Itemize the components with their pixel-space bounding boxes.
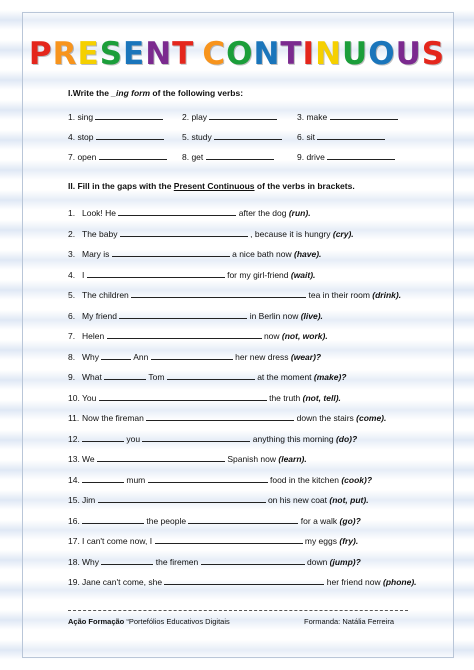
question-text: What (82, 372, 105, 382)
verb-hint: (come). (356, 413, 387, 423)
question-11 (68, 412, 386, 423)
question-number: 9. (68, 372, 76, 382)
question-text: Spanish now (224, 454, 279, 464)
verb-hint: (make)? (313, 372, 347, 382)
answer-blank[interactable] (104, 371, 146, 380)
question-text: The baby (82, 228, 120, 239)
question-text: Tom (146, 372, 167, 382)
ing-item-label: 9. drive (297, 152, 328, 162)
question-text: tea in their room (306, 290, 373, 300)
title-letter: S (99, 36, 124, 72)
question-number: 13. (68, 454, 80, 464)
answer-blank[interactable] (148, 474, 268, 483)
answer-blank[interactable] (101, 556, 153, 565)
answer-blank[interactable] (151, 351, 233, 360)
answer-blank[interactable] (87, 269, 225, 278)
question-text: the people (144, 515, 189, 526)
question-number: 2. (68, 228, 76, 239)
answer-blank[interactable] (99, 392, 267, 401)
question-number: 19. (68, 577, 80, 587)
verb-hint: (jump)? (329, 556, 361, 567)
section-2-heading: II. Fill in the gaps with the Present Continuous of the verbs in brackets. (68, 181, 355, 191)
verb-hint: (not, tell). (302, 392, 341, 403)
title-letter: S (421, 36, 446, 72)
question-12 (68, 433, 357, 444)
question-9 (68, 371, 347, 382)
verb-hint: (drink). (372, 290, 402, 300)
section-1-heading: I.Write the _ing form of the following verbs: (68, 88, 244, 98)
ing-item (182, 111, 277, 122)
question-text: a nice bath now (229, 249, 295, 259)
question-text: Why (82, 556, 102, 567)
ing-item (182, 151, 274, 162)
answer-blank[interactable] (82, 515, 144, 524)
question-number: 3. (68, 249, 76, 259)
answer-blank[interactable] (82, 433, 124, 442)
title-letter: T (280, 36, 303, 72)
answer-blank[interactable] (101, 351, 131, 360)
question-text: now (261, 331, 282, 341)
verb-hint: (learn). (278, 454, 307, 464)
question-text: the firemen (153, 556, 201, 567)
verb-hint: (not, put). (329, 495, 369, 505)
ing-item-label: 8. get (182, 152, 206, 162)
answer-blank[interactable] (120, 228, 248, 237)
ing-item (297, 111, 398, 122)
question-text: the truth (266, 392, 303, 403)
answer-blank[interactable] (97, 453, 225, 462)
question-text: You (82, 392, 99, 403)
title-letter: O (368, 36, 396, 72)
ing-item (297, 151, 395, 162)
question-5 (68, 289, 401, 300)
title-letter: I (302, 36, 316, 72)
answer-blank[interactable] (214, 131, 282, 140)
answer-blank[interactable] (206, 151, 274, 160)
verb-hint: (cry). (332, 228, 354, 239)
question-14 (68, 474, 372, 485)
question-text: my eggs (302, 536, 340, 546)
question-number: 10. (68, 392, 80, 403)
question-number: 8. (68, 351, 76, 362)
question-4 (68, 269, 315, 280)
question-text: I (82, 269, 87, 280)
question-text: for a walk (298, 515, 340, 526)
answer-blank[interactable] (317, 131, 385, 140)
question-17 (68, 535, 358, 546)
ing-item-label: 6. sit (297, 132, 318, 142)
question-text: her new dress (232, 351, 291, 362)
question-6 (68, 310, 323, 321)
question-15 (68, 494, 369, 505)
question-7 (68, 330, 328, 341)
ing-item (297, 131, 385, 142)
question-1 (68, 207, 311, 218)
question-text: I can't come now, I (82, 536, 155, 546)
verb-hint: (go)? (339, 515, 361, 526)
question-text: , because it is hungry (247, 228, 333, 239)
ing-item-label: 3. make (297, 112, 330, 122)
question-number: 7. (68, 331, 76, 341)
verb-hint: (live). (300, 310, 323, 321)
answer-blank[interactable] (107, 330, 262, 339)
question-text: Why (82, 351, 102, 362)
question-19 (68, 576, 417, 587)
footer-right: Formanda: Natália Ferreira (304, 617, 395, 626)
question-16 (68, 515, 361, 526)
answer-blank[interactable] (95, 111, 163, 120)
question-number: 12. (68, 433, 80, 444)
question-text: mum (124, 474, 148, 485)
question-text: in Berlin now (247, 310, 301, 321)
title-letter: U (395, 36, 422, 72)
question-text: Helen (82, 331, 107, 341)
question-2 (68, 228, 354, 239)
question-10 (68, 392, 341, 403)
answer-blank[interactable] (119, 310, 247, 319)
question-text: anything this morning (250, 433, 336, 444)
answer-blank[interactable] (142, 433, 250, 442)
question-text: My friend (82, 310, 120, 321)
question-text: Jane can't come, she (82, 577, 165, 587)
question-number: 5. (68, 290, 76, 300)
question-number: 18. (68, 556, 80, 567)
question-18 (68, 556, 361, 567)
verb-hint: (have). (294, 249, 322, 259)
question-text: for my girl-friend (224, 269, 291, 280)
question-number: 15. (68, 495, 80, 505)
question-number: 17. (68, 536, 80, 546)
question-13 (68, 453, 307, 464)
question-text: on his new coat (265, 495, 330, 505)
footer-left: Ação Formação “Portefólios Educativos Digitais (68, 617, 230, 626)
question-text: The children (82, 290, 132, 300)
answer-blank[interactable] (131, 289, 306, 298)
footer-divider (68, 610, 408, 611)
ing-item-label: 1. sing (68, 112, 96, 122)
question-number: 11. (68, 413, 80, 423)
answer-blank[interactable] (188, 515, 298, 524)
question-text: Jim (82, 495, 98, 505)
ing-item-label: 2. play (182, 112, 210, 122)
question-number: 6. (68, 310, 76, 321)
answer-blank[interactable] (146, 412, 294, 421)
title-letter: C (202, 36, 227, 72)
answer-blank[interactable] (112, 248, 230, 257)
title-letter: N (315, 36, 343, 72)
question-text: down the stairs (294, 413, 357, 423)
title-letter: T (172, 36, 195, 72)
title-letter: N (253, 36, 281, 72)
verb-hint: (not, work). (281, 331, 328, 341)
question-text: Mary is (82, 249, 112, 259)
verb-hint: (phone). (383, 577, 417, 587)
verb-hint: (wear)? (290, 351, 322, 362)
title-letter: E (123, 36, 146, 72)
answer-blank[interactable] (155, 535, 303, 544)
answer-blank[interactable] (327, 151, 395, 160)
answer-blank[interactable] (330, 111, 398, 120)
question-number: 4. (68, 269, 76, 280)
question-text: at the moment (254, 372, 314, 382)
question-number: 14. (68, 474, 80, 485)
ing-item (68, 111, 163, 122)
ing-item (68, 131, 164, 142)
question-text: after the dog (236, 208, 289, 218)
title-letter: U (342, 36, 369, 72)
question-text: down (304, 556, 330, 567)
answer-blank[interactable] (209, 111, 277, 120)
title-letter: E (77, 36, 100, 72)
question-text: Now the fireman (82, 413, 147, 423)
question-8 (68, 351, 321, 362)
question-number: 16. (68, 515, 80, 526)
title-letter: R (52, 36, 78, 72)
question-text: you (124, 433, 143, 444)
title-letter: N (145, 36, 173, 72)
answer-blank[interactable] (201, 556, 305, 565)
answer-blank[interactable] (96, 131, 164, 140)
ing-item (68, 151, 167, 162)
verb-hint: (wait). (290, 269, 316, 280)
question-text: Ann (131, 351, 151, 362)
verb-hint: (run). (288, 208, 311, 218)
question-number: 1. (68, 208, 76, 218)
answer-blank[interactable] (164, 576, 324, 585)
ing-item-label: 4. stop (68, 132, 96, 142)
question-3 (68, 248, 321, 259)
question-text: her friend now (324, 577, 384, 587)
ing-item (182, 131, 282, 142)
question-text: We (82, 454, 97, 464)
ing-item-label: 7. open (68, 152, 99, 162)
answer-blank[interactable] (99, 151, 167, 160)
worksheet-title (0, 36, 474, 72)
answer-blank[interactable] (98, 494, 266, 503)
question-text: Look! He (82, 208, 119, 218)
title-letter: P (28, 36, 53, 72)
answer-blank[interactable] (167, 371, 255, 380)
verb-hint: (do)? (335, 433, 358, 444)
verb-hint: (fry). (339, 536, 359, 546)
verb-hint: (cook)? (341, 474, 373, 485)
ing-item-label: 5. study (182, 132, 215, 142)
answer-blank[interactable] (118, 207, 236, 216)
title-letter: O (226, 36, 254, 72)
answer-blank[interactable] (82, 474, 124, 483)
question-text: food in the kitchen (267, 474, 342, 485)
